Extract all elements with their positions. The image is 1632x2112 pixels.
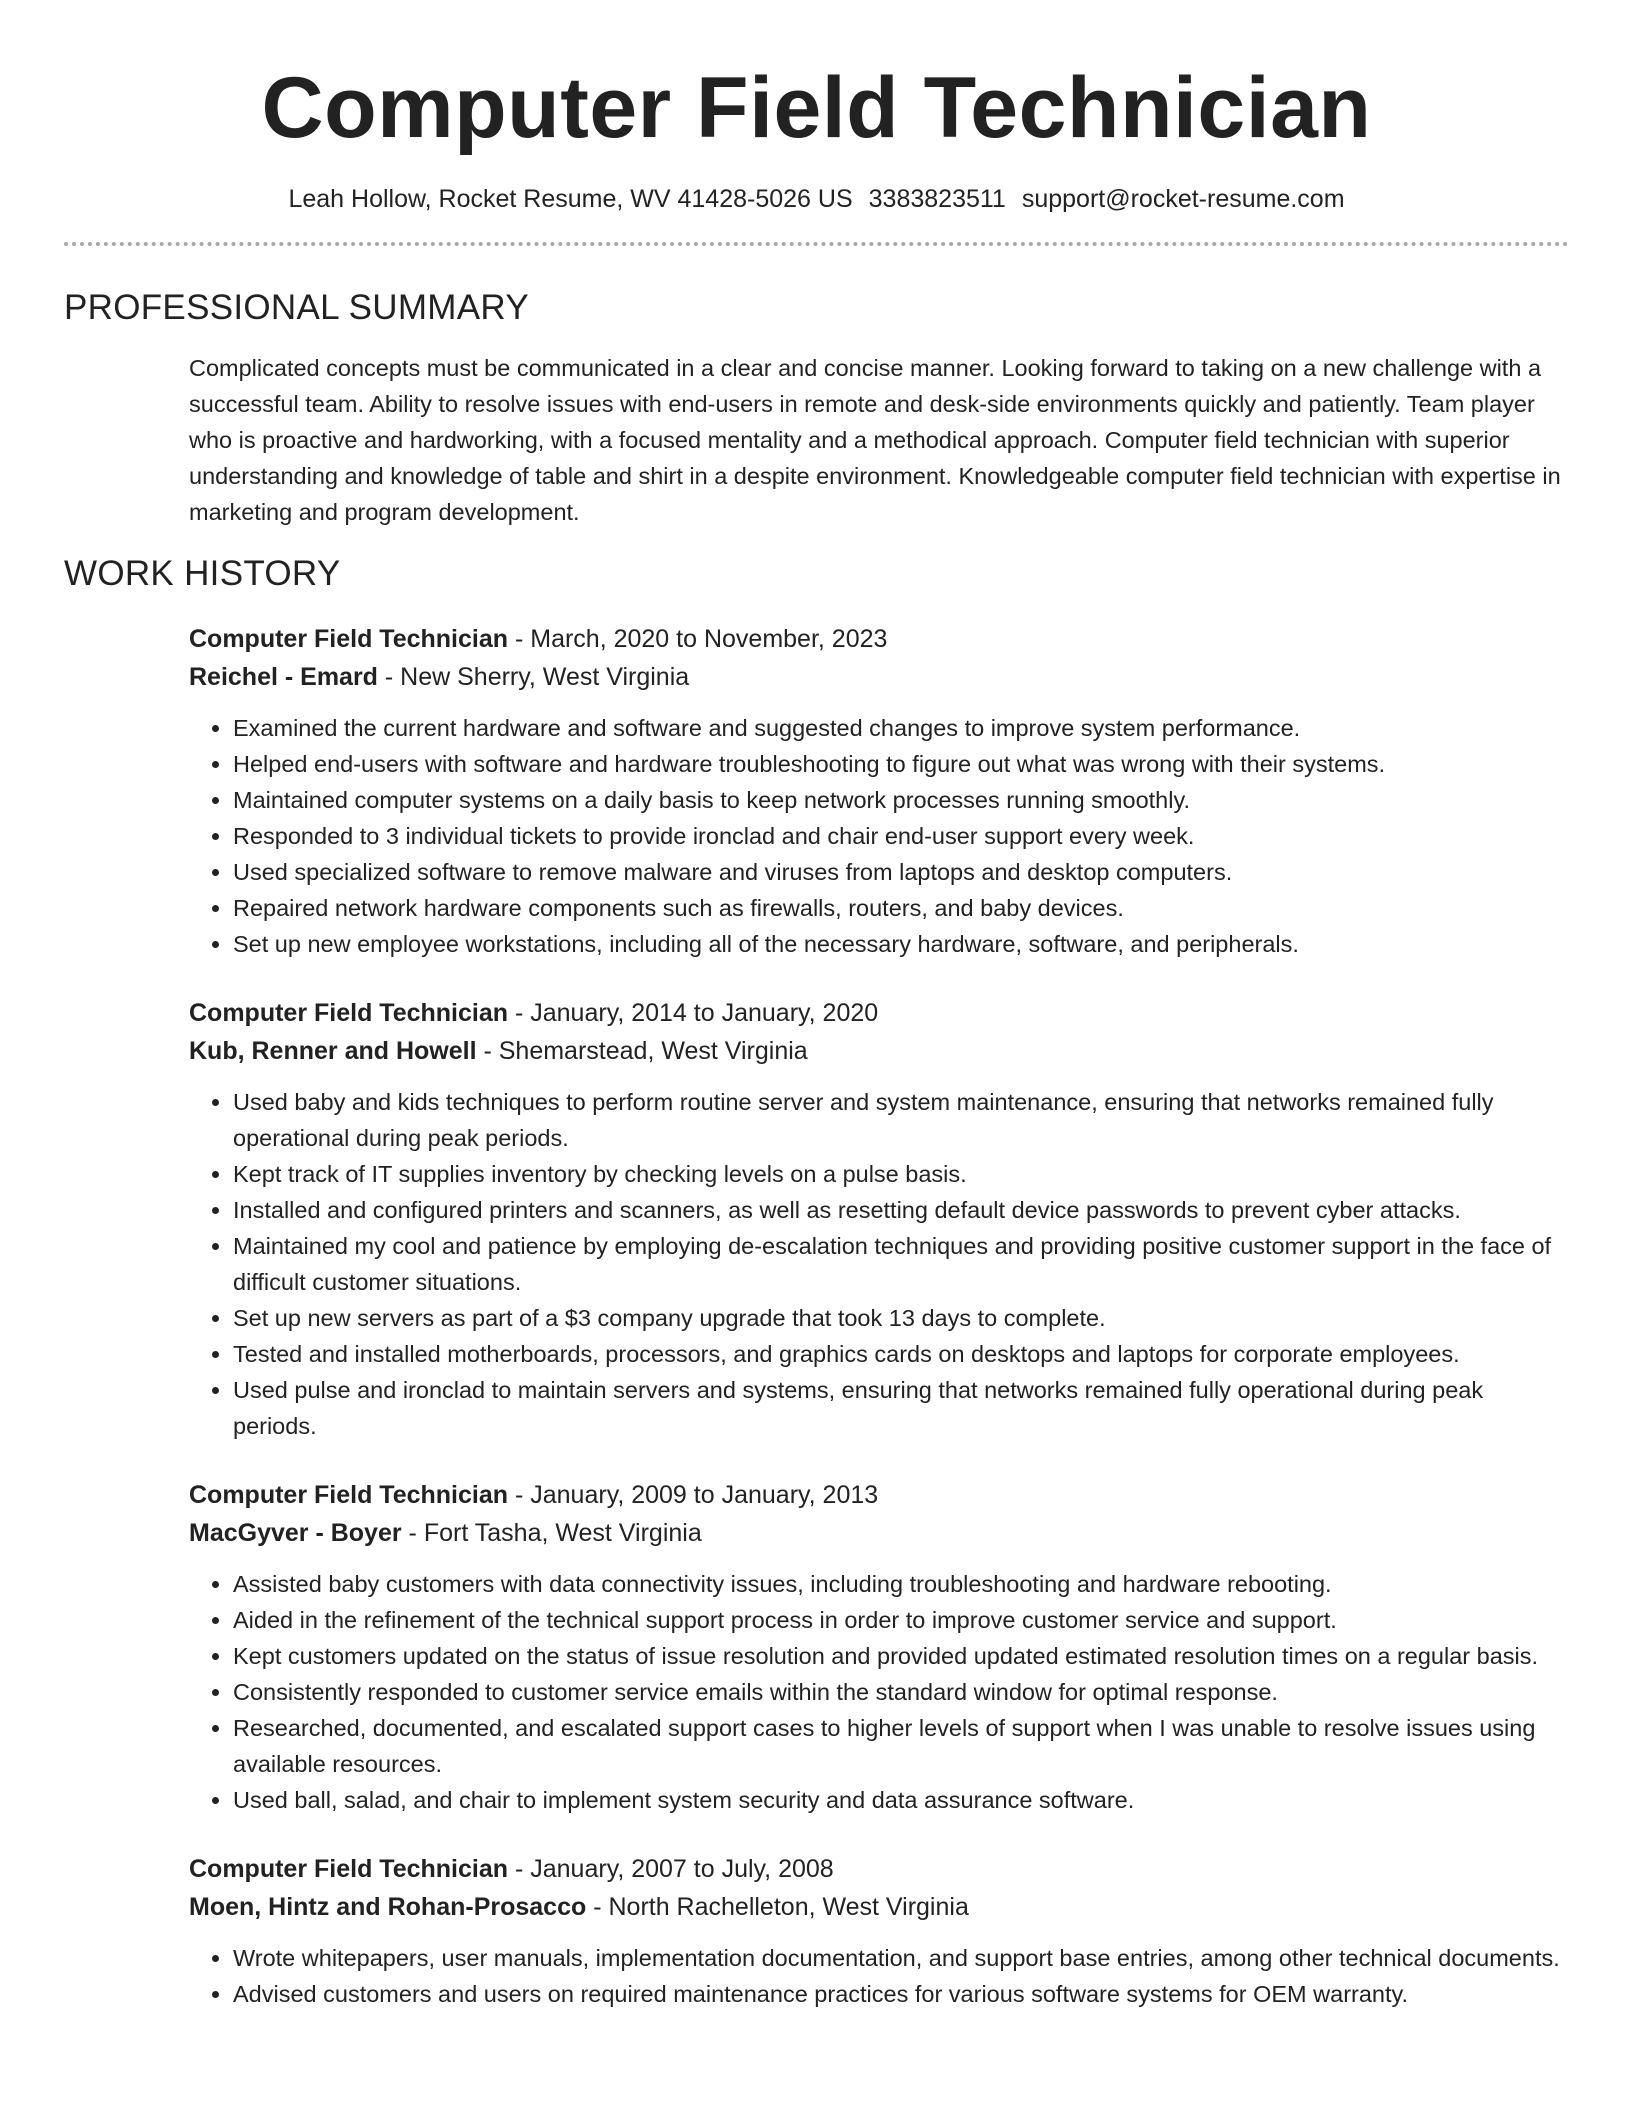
job-entry xyxy=(189,1476,1569,1818)
job-title-line xyxy=(189,994,1569,1032)
job-title-line xyxy=(189,1850,1569,1888)
contact-email[interactable]: support@rocket-resume.com xyxy=(1021,185,1345,213)
work-history-heading: WORK HISTORY xyxy=(64,554,341,593)
summary-section xyxy=(64,286,1569,530)
job-dates: - January, 2009 to January, 2013 xyxy=(508,1481,879,1509)
job-bullets xyxy=(189,710,1569,962)
job-company: Reichel - Emard xyxy=(189,663,378,691)
job-role: Computer Field Technician xyxy=(189,999,509,1027)
job-location: - New Sherry, West Virginia xyxy=(377,663,690,691)
contact-phone: 3383823511 xyxy=(868,185,1006,213)
summary-heading: PROFESSIONAL SUMMARY xyxy=(64,288,529,327)
job-entry xyxy=(189,994,1569,1444)
job-bullet: • Set up new employee workstations, including all of the necessary hardware, software, and peripherals. xyxy=(233,926,1569,962)
work-history-section xyxy=(64,552,1569,2012)
job-bullet: • Used specialized software to remove malware and viruses from laptops and desktop computers. xyxy=(233,854,1569,890)
summary-text: Complicated concepts must be communicated in a clear and concise manner. Looking forward to taking on a new challenge with a successful team. Ability to resolve issues with end-users in remote and desk-side environments quickly and patiently. Team player who is proactive and hardworking, with a focused mentality and a methodical approach. Computer field technician with superior understanding and knowledge of table and shirt in a despite environment. Knowledgeable computer field technician with expertise in marketing and program development. xyxy=(189,355,1561,525)
job-bullet: • Kept customers updated on the status of issue resolution and provided updated estimated resolution times on a regular basis. xyxy=(233,1638,1569,1674)
job-bullet: • Used pulse and ironclad to maintain servers and systems, ensuring that networks remained fully operational during peak periods. xyxy=(233,1372,1569,1444)
job-dates: - January, 2014 to January, 2020 xyxy=(508,999,879,1027)
job-bullets xyxy=(189,1940,1569,2012)
job-bullet: • Assisted baby customers with data connectivity issues, including troubleshooting and hardware rebooting. xyxy=(233,1566,1569,1602)
job-bullet: • Advised customers and users on required maintenance practices for various software systems for OEM warranty. xyxy=(233,1976,1569,2012)
job-bullets xyxy=(189,1566,1569,1818)
job-bullet: • Aided in the refinement of the technical support process in order to improve customer service and support. xyxy=(233,1602,1569,1638)
job-bullet: • Repaired network hardware components such as firewalls, routers, and baby devices. xyxy=(233,890,1569,926)
job-location: - Fort Tasha, West Virginia xyxy=(401,1519,702,1547)
job-company: Moen, Hintz and Rohan-Prosacco xyxy=(189,1893,587,1921)
job-company-line xyxy=(189,1888,1569,1926)
job-bullet: • Installed and configured printers and scanners, as well as resetting default device passwords to prevent cyber attacks. xyxy=(233,1192,1569,1228)
job-location: - North Rachelleton, West Virginia xyxy=(586,1893,969,1921)
contact-address: Leah Hollow, Rocket Resume, WV 41428-5026 US xyxy=(288,185,853,213)
job-company: MacGyver - Boyer xyxy=(189,1519,402,1547)
resume-title: Computer Field Technician xyxy=(261,60,1372,156)
job-bullet: • Maintained computer systems on a daily basis to keep network processes running smoothly. xyxy=(233,782,1569,818)
job-role: Computer Field Technician xyxy=(189,625,509,653)
job-location: - Shemarstead, West Virginia xyxy=(476,1037,808,1065)
job-bullet: • Consistently responded to customer service emails within the standard window for optimal response. xyxy=(233,1674,1569,1710)
resume-page xyxy=(64,0,1569,2012)
job-company-line xyxy=(189,1032,1569,1070)
contact-line xyxy=(64,182,1569,216)
job-title-line xyxy=(189,1476,1569,1514)
job-company-line xyxy=(189,658,1569,696)
job-bullet: • Researched, documented, and escalated support cases to higher levels of support when I was unable to resolve issues using available resources. xyxy=(233,1710,1569,1782)
job-entry xyxy=(189,1850,1569,2012)
job-bullet: • Responded to 3 individual tickets to provide ironclad and chair end-user support every week. xyxy=(233,818,1569,854)
job-bullet: • Tested and installed motherboards, processors, and graphics cards on desktops and laptops for corporate employees. xyxy=(233,1336,1569,1372)
job-bullet: • Used ball, salad, and chair to implement system security and data assurance software. xyxy=(233,1782,1569,1818)
job-company: Kub, Renner and Howell xyxy=(189,1037,477,1065)
job-dates: - January, 2007 to July, 2008 xyxy=(508,1855,834,1883)
job-title-line xyxy=(189,620,1569,658)
job-company-line xyxy=(189,1514,1569,1552)
job-bullets xyxy=(189,1084,1569,1444)
job-dates: - March, 2020 to November, 2023 xyxy=(508,625,888,653)
job-bullet: • Helped end-users with software and hardware troubleshooting to figure out what was wrong with their systems. xyxy=(233,746,1569,782)
job-role: Computer Field Technician xyxy=(189,1481,509,1509)
jobs-list xyxy=(189,620,1569,2012)
job-bullet: • Examined the current hardware and software and suggested changes to improve system performance. xyxy=(233,710,1569,746)
job-bullet: • Maintained my cool and patience by employing de-escalation techniques and providing positive customer support in the face of difficult customer situations. xyxy=(233,1228,1569,1300)
header-divider xyxy=(64,242,1569,246)
job-role: Computer Field Technician xyxy=(189,1855,509,1883)
job-bullet: • Set up new servers as part of a $3 company upgrade that took 13 days to complete. xyxy=(233,1300,1569,1336)
job-bullet: • Used baby and kids techniques to perform routine server and system maintenance, ensuring that networks remained fully operational during peak periods. xyxy=(233,1084,1569,1156)
job-entry xyxy=(189,620,1569,962)
job-bullet: • Kept track of IT supplies inventory by checking levels on a pulse basis. xyxy=(233,1156,1569,1192)
job-bullet: • Wrote whitepapers, user manuals, implementation documentation, and support base entries, among other technical documents. xyxy=(233,1940,1569,1976)
